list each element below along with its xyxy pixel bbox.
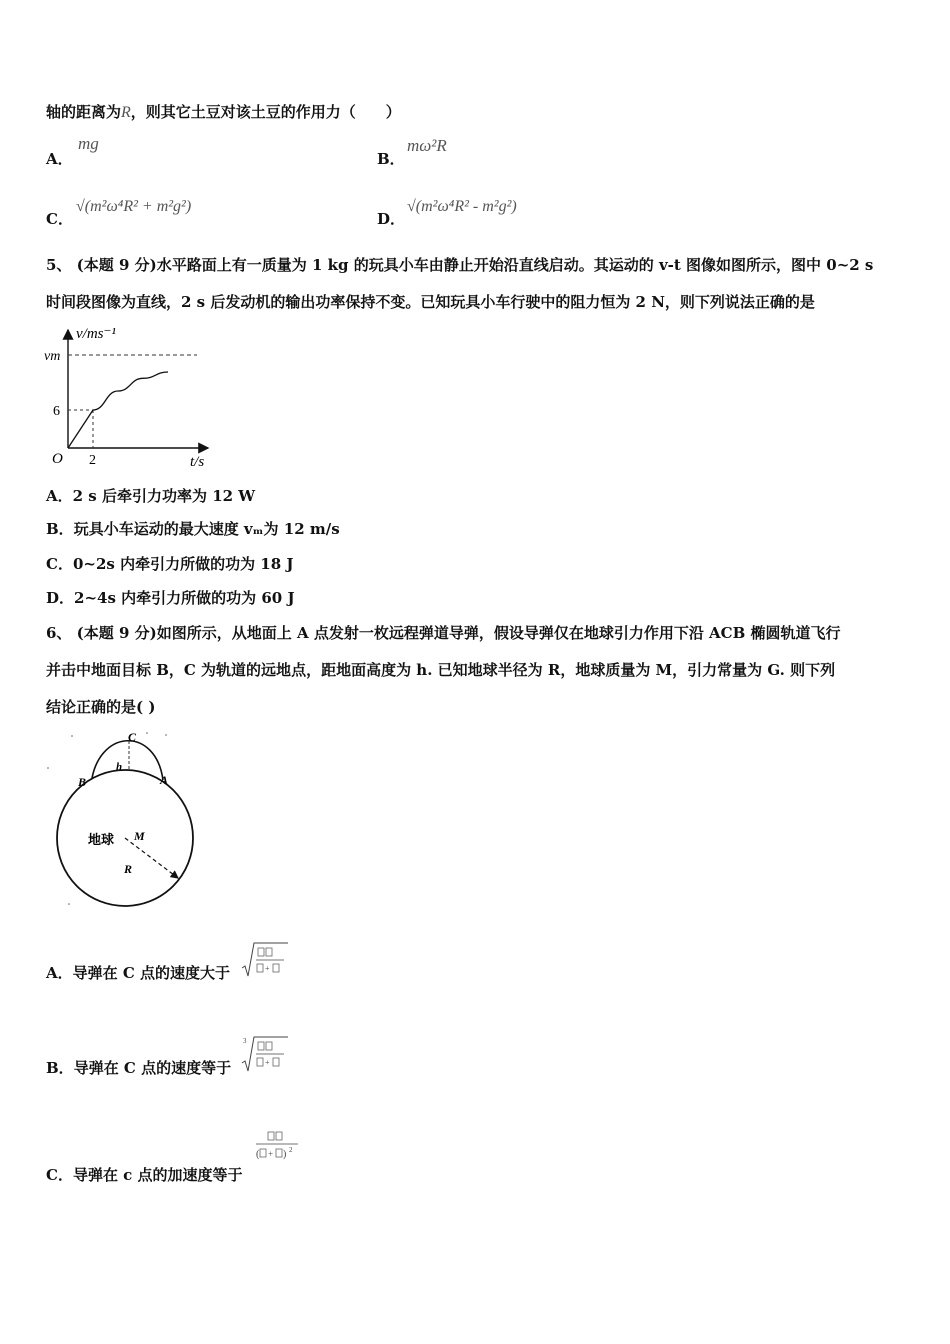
q4-stem bbox=[46, 101, 401, 122]
label-a: A bbox=[160, 773, 169, 787]
q5-option-a-text: 2 s 后牵引力功率为 12 W bbox=[72, 487, 256, 505]
label-r: R bbox=[124, 862, 133, 876]
svg-text:+: + bbox=[268, 1149, 274, 1159]
q4-option-c-expr: √(m²ω⁴R² + m²g²) bbox=[76, 198, 192, 215]
label-m: M bbox=[134, 829, 145, 843]
q4-option-a-label: A． bbox=[46, 150, 73, 168]
q4-option-b-expr: mω²R bbox=[407, 136, 447, 155]
q5-option-a-label: A． bbox=[46, 487, 73, 505]
q4-option-c-label: C． bbox=[46, 210, 73, 228]
q4-option-c[interactable] bbox=[46, 208, 73, 229]
q4-option-b-label: B． bbox=[377, 150, 405, 168]
q4-option-b[interactable] bbox=[377, 148, 405, 169]
q6-option-b-text: 导弹在 C 点的速度等于 bbox=[73, 1059, 232, 1077]
svg-text:(: ( bbox=[256, 1149, 260, 1160]
q6-option-c-formula bbox=[254, 1128, 304, 1164]
q5-option-b-label: B． bbox=[46, 520, 74, 538]
q5-graph-x-label: t/s bbox=[190, 454, 205, 470]
q6-option-c[interactable] bbox=[46, 1164, 243, 1185]
speck-1 bbox=[71, 735, 73, 737]
q5-graph-two-label: 2 bbox=[89, 453, 96, 468]
speck-2 bbox=[146, 732, 148, 734]
q6-option-c-text: 导弹在 c 点的加速度等于 bbox=[72, 1166, 243, 1184]
speck-5 bbox=[47, 767, 49, 769]
q6-option-a-text: 导弹在 C 点的速度大于 bbox=[72, 964, 231, 982]
q6-stem-line1: 6、 (本题 9 分)如图所示，从地面上 A 点发射一枚远程弹道导弹，假设导弹仅在地球引力作用下沿 ACB 椭圆轨道飞行 bbox=[46, 624, 841, 642]
q6-trajectory-figure bbox=[44, 728, 204, 913]
q6-option-a[interactable] bbox=[46, 962, 230, 983]
svg-text:+: + bbox=[265, 1058, 270, 1067]
q5-option-a[interactable] bbox=[46, 485, 255, 506]
q4-option-d-expr: √(m²ω⁴R² - m²g²) bbox=[407, 198, 517, 215]
q5-option-c-label: C． bbox=[46, 555, 73, 573]
q5-graph-line-segment bbox=[68, 410, 93, 448]
label-c: C bbox=[128, 730, 137, 744]
svg-text:2: 2 bbox=[289, 1146, 293, 1154]
svg-text:3: 3 bbox=[243, 1037, 247, 1045]
q5-option-d[interactable] bbox=[46, 587, 295, 608]
q6-stem-line3: 结论正确的是( ) bbox=[46, 698, 156, 716]
q6-option-b-formula bbox=[240, 1033, 290, 1075]
svg-text:+: + bbox=[265, 964, 270, 973]
q5-graph-curve bbox=[93, 372, 168, 410]
q5-option-b-text: 玩具小车运动的最大速度 vₘ为 12 m/s bbox=[73, 520, 340, 538]
q4-option-d[interactable] bbox=[377, 208, 405, 229]
q4-stem-rest: ，则其它土豆对该土豆的作用力（ ） bbox=[130, 103, 401, 121]
label-b: B bbox=[78, 775, 87, 789]
q5-stem-line2: 时间段图像为直线，2 s 后发动机的输出功率保持不变。已知玩具小车行驶中的阻力恒为 2 N，则下列说法正确的是 bbox=[46, 293, 815, 311]
q5-graph-vm-label: vm bbox=[44, 349, 61, 364]
q5-graph-six-label: 6 bbox=[53, 404, 60, 419]
q5-graph-y-label: v/ms⁻¹ bbox=[76, 326, 116, 342]
q4-stem-var: R bbox=[121, 104, 131, 121]
speck-3 bbox=[165, 734, 167, 736]
q5-option-d-label: D． bbox=[46, 589, 75, 607]
q6-option-a-label: A． bbox=[46, 964, 73, 982]
q6-option-b-label: B． bbox=[46, 1059, 74, 1077]
q6-option-c-label: C． bbox=[46, 1166, 73, 1184]
q4-option-a[interactable] bbox=[46, 148, 73, 169]
q4-option-d-label: D． bbox=[377, 210, 406, 228]
q5-option-d-text: 2~4s 内牵引力所做的功为 60 J bbox=[74, 589, 295, 607]
label-h: h bbox=[116, 761, 123, 773]
q5-option-c-text: 0~2s 内牵引力所做的功为 18 J bbox=[72, 555, 294, 573]
q5-vt-graph bbox=[40, 318, 220, 470]
q6-stem-line2: 并击中地面目标 B，C 为轨道的远地点，距地面高度为 h. 已知地球半径为 R，地球质量为 M，引力常量为 G. 则下列 bbox=[46, 661, 836, 679]
q4-option-a-expr: mg bbox=[78, 134, 99, 153]
q6-option-a-formula bbox=[240, 940, 290, 980]
radius-arrow bbox=[125, 838, 178, 878]
q5-graph-origin-label: O bbox=[52, 451, 63, 467]
q5-stem-line1: 5、 (本题 9 分)水平路面上有一质量为 1 kg 的玩具小车由静止开始沿直线启动。其运动的 v-t 图像如图所示，图中 0~2 s bbox=[46, 256, 874, 274]
q5-option-c[interactable] bbox=[46, 553, 293, 574]
speck-4 bbox=[68, 903, 70, 905]
q4-stem-tail: 轴的距离为 bbox=[46, 103, 122, 121]
label-earth: 地球 bbox=[88, 832, 115, 847]
q5-option-b[interactable] bbox=[46, 518, 340, 539]
q6-option-b[interactable] bbox=[46, 1057, 231, 1078]
svg-text:): ) bbox=[283, 1149, 287, 1160]
